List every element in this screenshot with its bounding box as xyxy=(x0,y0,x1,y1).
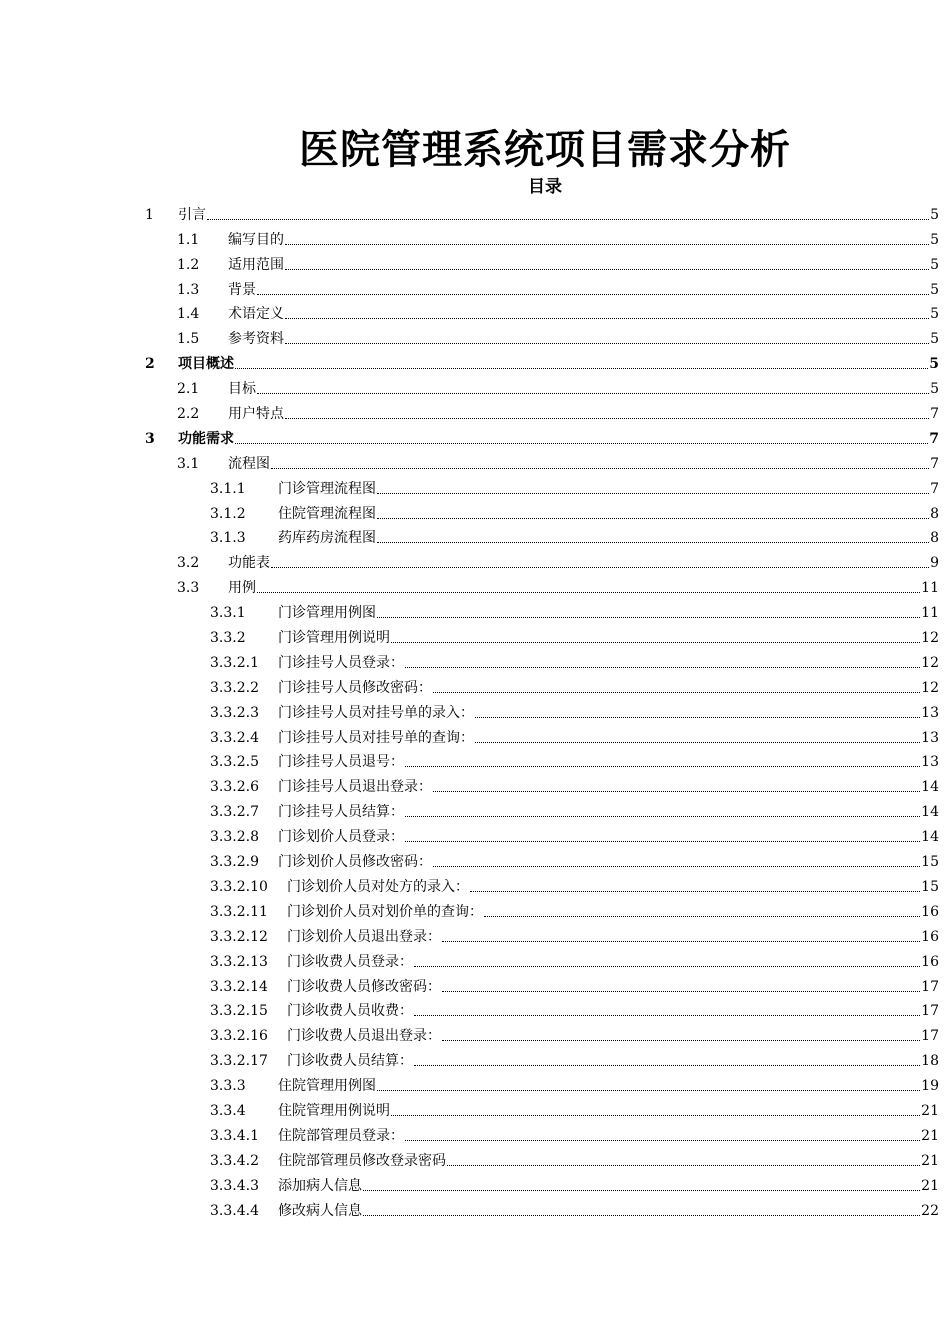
toc-entry-number: 3.3.2.8 xyxy=(210,829,259,846)
toc-entry-number: 3.3.2.3 xyxy=(210,704,259,721)
toc-entry-page: 21 xyxy=(921,1102,939,1119)
toc-dot-leader xyxy=(414,966,920,967)
toc-entry-title: 门诊划价人员退出登录： xyxy=(287,928,441,945)
toc-entry-number: 2.1 xyxy=(177,381,200,398)
toc-entry-number: 2 xyxy=(145,356,155,373)
toc-dot-leader xyxy=(405,816,920,817)
toc-dot-leader xyxy=(433,791,920,792)
toc-entry-title: 用户特点 xyxy=(228,406,284,423)
toc-dot-leader xyxy=(405,667,920,668)
toc-entry[interactable] xyxy=(0,647,950,672)
toc-entry-title: 适用范围 xyxy=(228,256,284,273)
toc-dot-leader xyxy=(285,418,929,419)
toc-entry-title: 用例 xyxy=(228,580,256,597)
toc-entry-title: 门诊管理用例说明 xyxy=(278,630,390,647)
toc-dot-leader xyxy=(271,468,929,469)
toc-entry-title: 门诊挂号人员对挂号单的录入： xyxy=(278,704,474,721)
toc-dot-leader xyxy=(442,1040,920,1041)
toc-dot-leader xyxy=(475,742,920,743)
toc-entry[interactable] xyxy=(0,697,950,722)
toc-entry[interactable] xyxy=(0,274,950,299)
toc-dot-leader xyxy=(414,1065,920,1066)
toc-entry-title: 门诊挂号人员退出登录： xyxy=(278,779,432,796)
toc-entry[interactable] xyxy=(0,1120,950,1145)
toc-entry-number: 3.3.2.4 xyxy=(210,729,259,746)
toc-dot-leader xyxy=(257,393,929,394)
toc-entry-page: 12 xyxy=(921,654,939,671)
toc-entry-title: 门诊划价人员修改密码： xyxy=(278,854,432,871)
toc-entry-number: 3.3.2.14 xyxy=(210,978,268,995)
toc-dot-leader xyxy=(377,617,920,618)
toc-entry-page: 5 xyxy=(930,281,939,298)
toc-entry-number: 1.2 xyxy=(177,256,200,273)
toc-entry-number: 3.3.4.3 xyxy=(210,1177,259,1194)
toc-entry[interactable] xyxy=(0,796,950,821)
toc-entry-page: 5 xyxy=(930,331,939,348)
toc-entry-page: 7 xyxy=(930,455,939,472)
toc-dot-leader xyxy=(442,941,920,942)
toc-entry[interactable] xyxy=(0,199,950,224)
toc-entry-number: 1 xyxy=(145,206,154,223)
toc-entry-page: 17 xyxy=(921,1028,939,1045)
toc-entry[interactable] xyxy=(0,348,950,373)
toc-entry-page: 11 xyxy=(921,605,939,622)
toc-entry-title: 目标 xyxy=(228,381,256,398)
toc-entry[interactable] xyxy=(0,1195,950,1220)
toc-entry-number: 3.3.2.5 xyxy=(210,754,259,771)
toc-dot-leader xyxy=(285,244,929,245)
toc-entry-number: 3.3.2.9 xyxy=(210,854,259,871)
toc-entry-number: 3.3 xyxy=(177,580,200,597)
toc-entry-title: 流程图 xyxy=(228,455,270,472)
toc-dot-leader xyxy=(285,318,929,319)
toc-entry[interactable] xyxy=(0,846,950,871)
toc-dot-leader xyxy=(377,542,929,543)
toc-entry[interactable] xyxy=(0,771,950,796)
toc-entry[interactable] xyxy=(0,547,950,572)
toc-entry-title: 住院部管理员登录： xyxy=(278,1127,404,1144)
toc-entry-page: 14 xyxy=(921,829,939,846)
toc-entry-page: 13 xyxy=(921,729,939,746)
toc-entry-number: 1.3 xyxy=(177,281,200,298)
toc-entry-page: 21 xyxy=(921,1177,939,1194)
toc-dot-leader xyxy=(442,991,920,992)
toc-entry-number: 3.1.3 xyxy=(210,530,246,547)
toc-entry[interactable] xyxy=(0,249,950,274)
toc-entry-page: 16 xyxy=(921,928,939,945)
toc-entry-page: 12 xyxy=(921,679,939,696)
toc-entry-page: 5 xyxy=(930,206,939,223)
toc-entry-title: 住院管理用例说明 xyxy=(278,1102,390,1119)
toc-entry-page: 8 xyxy=(930,505,939,522)
toc-entry[interactable] xyxy=(0,473,950,498)
toc-dot-leader xyxy=(405,1140,920,1141)
toc-entry[interactable] xyxy=(0,1170,950,1195)
toc-entry-page: 13 xyxy=(921,754,939,771)
toc-entry-number: 3.3.2 xyxy=(210,630,246,647)
toc-entry-title: 修改病人信息 xyxy=(278,1202,362,1219)
toc-dot-leader xyxy=(285,269,929,270)
toc-entry-number: 2.2 xyxy=(177,406,200,423)
toc-entry-page: 12 xyxy=(921,630,939,647)
toc-entry[interactable] xyxy=(0,448,950,473)
toc-entry[interactable] xyxy=(0,672,950,697)
toc-entry-page: 7 xyxy=(929,430,939,447)
toc-dot-leader xyxy=(433,692,920,693)
toc-entry[interactable] xyxy=(0,597,950,622)
toc-entry-page: 5 xyxy=(930,306,939,323)
toc-entry-page: 21 xyxy=(921,1152,939,1169)
toc-entry-page: 14 xyxy=(921,804,939,821)
toc-entry-page: 8 xyxy=(930,530,939,547)
toc-entry-number: 3.3.3 xyxy=(210,1078,246,1095)
toc-entry-title: 门诊挂号人员登录： xyxy=(278,654,404,671)
toc-entry-title: 参考资料 xyxy=(228,331,284,348)
toc-entry[interactable] xyxy=(0,572,950,597)
toc-entry-title: 住院管理流程图 xyxy=(278,505,376,522)
toc-dot-leader xyxy=(207,219,929,220)
toc-dot-leader xyxy=(405,841,920,842)
toc-entry-page: 5 xyxy=(930,256,939,273)
toc-entry-page: 18 xyxy=(921,1053,939,1070)
toc-entry[interactable] xyxy=(0,523,950,548)
toc-entry-page: 22 xyxy=(921,1202,939,1219)
toc-entry[interactable] xyxy=(0,921,950,946)
toc-entry[interactable] xyxy=(0,871,950,896)
toc-entry-title: 功能表 xyxy=(228,555,270,572)
toc-entry-page: 15 xyxy=(921,854,939,871)
toc-entry-title: 项目概述 xyxy=(178,356,234,373)
toc-entry-title: 引言 xyxy=(178,206,206,223)
toc-entry-number: 3.3.2.15 xyxy=(210,1003,268,1020)
toc-entry-number: 3.3.2.10 xyxy=(210,878,268,895)
toc-entry[interactable] xyxy=(0,299,950,324)
toc-entry[interactable] xyxy=(0,498,950,523)
toc-entry-number: 3.3.2.12 xyxy=(210,928,268,945)
toc-entry-title: 背景 xyxy=(228,281,256,298)
toc-dot-leader xyxy=(484,916,920,917)
toc-dot-leader xyxy=(470,891,920,892)
toc-entry[interactable] xyxy=(0,1070,950,1095)
toc-entry-number: 3.3.2.17 xyxy=(210,1053,268,1070)
toc-entry[interactable] xyxy=(0,1020,950,1045)
toc-entry-page: 21 xyxy=(921,1127,939,1144)
toc-entry-title: 门诊挂号人员对挂号单的查询： xyxy=(278,729,474,746)
toc-dot-leader xyxy=(377,518,929,519)
toc-entry-number: 3.3.1 xyxy=(210,605,246,622)
toc-dot-leader xyxy=(391,1115,920,1116)
toc-entry-title: 门诊挂号人员结算： xyxy=(278,804,404,821)
toc-entry[interactable] xyxy=(0,946,950,971)
toc-dot-leader xyxy=(475,717,920,718)
toc-entry[interactable] xyxy=(0,747,950,772)
toc-entry-number: 3.1.1 xyxy=(210,480,246,497)
toc-entry-page: 7 xyxy=(930,480,939,497)
toc-dot-leader xyxy=(377,1090,920,1091)
toc-heading: 目录 xyxy=(528,177,562,197)
toc-entry-number: 1.4 xyxy=(177,306,200,323)
toc-entry-page: 7 xyxy=(930,406,939,423)
toc-entry-title: 门诊划价人员对处方的录入： xyxy=(287,878,469,895)
toc-dot-leader xyxy=(447,1165,920,1166)
toc-entry-number: 3.3.4.1 xyxy=(210,1127,259,1144)
toc-entry-title: 门诊收费人员结算： xyxy=(287,1053,413,1070)
toc-entry-number: 1.1 xyxy=(177,231,200,248)
toc-dot-leader xyxy=(235,368,928,369)
toc-entry-title: 门诊管理流程图 xyxy=(278,480,376,497)
toc-entry-number: 3.2 xyxy=(177,555,200,572)
toc-dot-leader xyxy=(405,766,920,767)
toc-entry-page: 5 xyxy=(930,231,939,248)
toc-entry-title: 术语定义 xyxy=(228,306,284,323)
toc-entry-title: 门诊划价人员登录： xyxy=(278,829,404,846)
toc-entry[interactable] xyxy=(0,398,950,423)
toc-entry-number: 3.3.2.6 xyxy=(210,779,259,796)
toc-entry-page: 5 xyxy=(929,356,939,373)
toc-entry-title: 门诊收费人员修改密码： xyxy=(287,978,441,995)
toc-entry-page: 11 xyxy=(921,580,939,597)
toc-dot-leader xyxy=(257,294,929,295)
toc-entry-title: 功能需求 xyxy=(178,430,234,447)
toc-entry-title: 门诊划价人员对划价单的查询： xyxy=(287,903,483,920)
toc-entry[interactable] xyxy=(0,722,950,747)
toc-entry-number: 3.3.2.16 xyxy=(210,1028,268,1045)
toc-entry-number: 3.3.4.2 xyxy=(210,1152,259,1169)
toc-entry-page: 14 xyxy=(921,779,939,796)
toc-entry[interactable] xyxy=(0,821,950,846)
toc-entry[interactable] xyxy=(0,971,950,996)
toc-entry-page: 16 xyxy=(921,953,939,970)
toc-dot-leader xyxy=(271,567,929,568)
toc-entry-title: 住院部管理员修改登录密码 xyxy=(278,1152,446,1169)
toc-entry-number: 3.1.2 xyxy=(210,505,246,522)
toc-entry-title: 住院管理用例图 xyxy=(278,1078,376,1095)
toc-entry[interactable] xyxy=(0,896,950,921)
toc-entry[interactable] xyxy=(0,622,950,647)
toc-dot-leader xyxy=(414,1015,920,1016)
toc-entry[interactable] xyxy=(0,1045,950,1070)
toc-dot-leader xyxy=(257,592,920,593)
toc-entry[interactable] xyxy=(0,224,950,249)
toc-entry-page: 13 xyxy=(921,704,939,721)
toc-entry-title: 门诊收费人员登录： xyxy=(287,953,413,970)
toc-dot-leader xyxy=(391,642,920,643)
toc-entry[interactable] xyxy=(0,1095,950,1120)
toc-entry[interactable] xyxy=(0,323,950,348)
toc-entry[interactable] xyxy=(0,996,950,1021)
toc-entry-title: 药库药房流程图 xyxy=(278,530,376,547)
toc-entry-number: 3.3.4 xyxy=(210,1102,246,1119)
toc-entry-page: 16 xyxy=(921,903,939,920)
toc-dot-leader xyxy=(363,1215,920,1216)
toc-dot-leader xyxy=(433,866,920,867)
table-of-contents xyxy=(0,199,950,1220)
toc-entry-number: 1.5 xyxy=(177,331,200,348)
toc-entry-page: 5 xyxy=(930,381,939,398)
toc-entry-number: 3.3.2.13 xyxy=(210,953,268,970)
toc-entry-page: 15 xyxy=(921,878,939,895)
toc-dot-leader xyxy=(235,443,928,444)
toc-entry-number: 3.3.4.4 xyxy=(210,1202,259,1219)
toc-entry-page: 9 xyxy=(930,555,939,572)
toc-entry-title: 编写目的 xyxy=(228,231,284,248)
toc-entry[interactable] xyxy=(0,373,950,398)
toc-entry-number: 3.3.2.1 xyxy=(210,654,259,671)
toc-entry[interactable] xyxy=(0,1145,950,1170)
document-title: 医院管理系统项目需求分析 xyxy=(299,127,791,173)
toc-entry-title: 门诊管理用例图 xyxy=(278,605,376,622)
toc-entry-title: 门诊挂号人员修改密码： xyxy=(278,679,432,696)
toc-entry-title: 添加病人信息 xyxy=(278,1177,362,1194)
toc-entry-page: 17 xyxy=(921,978,939,995)
toc-entry-title: 门诊收费人员收费： xyxy=(287,1003,413,1020)
toc-entry-page: 19 xyxy=(921,1078,939,1095)
toc-entry[interactable] xyxy=(0,423,950,448)
toc-entry-number: 3.3.2.7 xyxy=(210,804,259,821)
toc-entry-number: 3.3.2.2 xyxy=(210,679,259,696)
toc-entry-title: 门诊收费人员退出登录： xyxy=(287,1028,441,1045)
toc-dot-leader xyxy=(377,493,929,494)
toc-dot-leader xyxy=(285,343,929,344)
toc-entry-title: 门诊挂号人员退号： xyxy=(278,754,404,771)
toc-entry-page: 17 xyxy=(921,1003,939,1020)
toc-dot-leader xyxy=(363,1190,920,1191)
toc-entry-number: 3 xyxy=(145,430,155,447)
toc-entry-number: 3.1 xyxy=(177,455,200,472)
toc-entry-number: 3.3.2.11 xyxy=(210,903,268,920)
